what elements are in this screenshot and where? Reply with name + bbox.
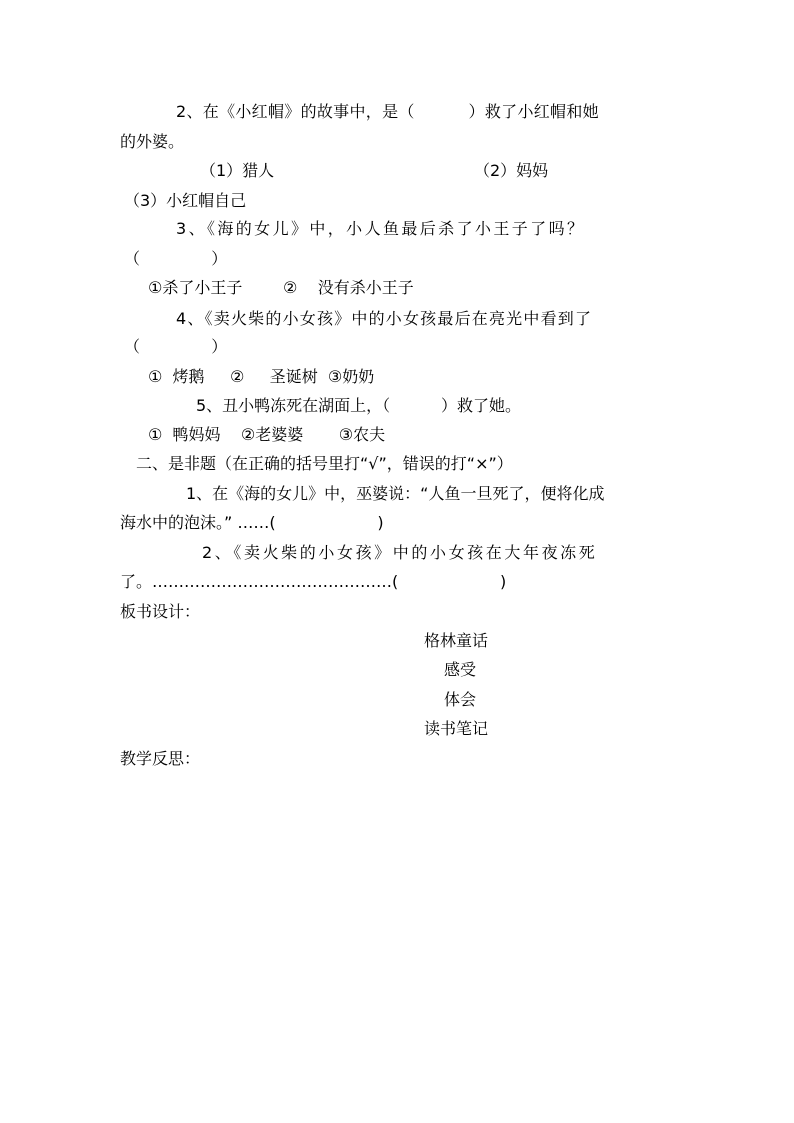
question-5-line: 5、丑小鸭冻死在湖面上，（ ）救了她。 <box>196 396 522 415</box>
question-2-option-2: （2）妈妈 <box>474 161 549 180</box>
question-3-options: ①杀了小王子 ② 没有杀小王子 <box>148 278 414 297</box>
question-3-answer-blank: （ ） <box>124 249 228 268</box>
true-false-1-line-2: 海水中的泡沫。” ……( ) <box>120 513 384 532</box>
question-4-answer-blank: （ ） <box>124 337 228 356</box>
board-design-label: 板书设计： <box>120 602 201 621</box>
question-2-option-3: （3）小红帽自己 <box>124 191 247 210</box>
true-false-2-line-1: 2、《卖火柴的小女孩》中的小女孩在大年夜冻死 <box>202 543 598 562</box>
true-false-2-line-2: 了。………………………………………( ) <box>120 572 507 591</box>
board-item-reading-notes: 读书笔记 <box>424 719 489 738</box>
teaching-reflection-label: 教学反思： <box>120 749 201 768</box>
question-2-line-2: 的外婆。 <box>120 132 185 151</box>
question-2-line-1: 2、在《小红帽》的故事中，是（ ）救了小红帽和她 <box>176 102 599 121</box>
question-5-options: ① 鸭妈妈 ②老婆婆 ③农夫 <box>148 425 386 444</box>
board-item-feeling: 感受 <box>444 660 477 679</box>
question-4-line-1: 4、《卖火柴的小女孩》中的小女孩最后在亮光中看到了 <box>176 309 593 328</box>
section-true-false-heading: 二、是非题（在正确的括号里打“√”，错误的打“×”） <box>136 454 513 473</box>
question-2-option-1: （1）猎人 <box>200 161 275 180</box>
board-item-experience: 体会 <box>444 690 477 709</box>
question-4-options: ① 烤鹅 ② 圣诞树 ③奶奶 <box>148 367 375 386</box>
board-item-grimm: 格林童话 <box>424 631 489 650</box>
true-false-1-line-1: 1、在《海的女儿》中，巫婆说：“人鱼一旦死了，便将化成 <box>186 484 605 503</box>
question-3-line-1: 3、《海的女儿》中，小人鱼最后杀了小王子了吗？ <box>176 219 586 238</box>
